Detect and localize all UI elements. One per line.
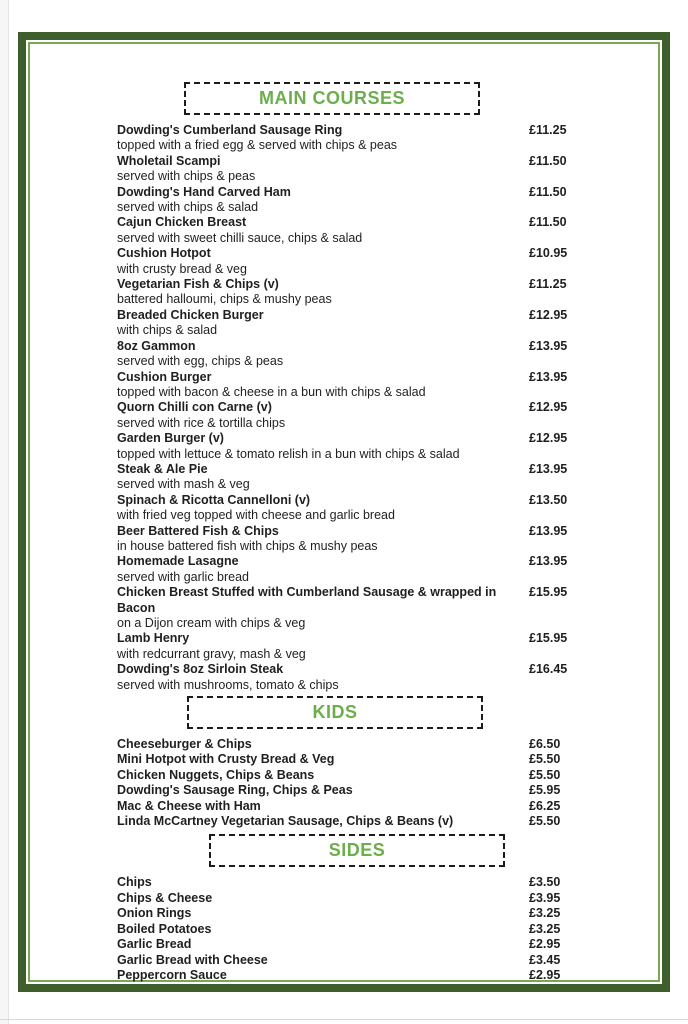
item-price: £12.95 [529, 431, 568, 446]
menu-page-inner-frame [28, 42, 660, 982]
item-description: topped with lettuce & tomato relish in a bun with chips & salad [117, 446, 460, 461]
section-title: SIDES [328, 840, 386, 861]
item-price: £5.95 [529, 783, 561, 798]
item-price: £10.95 [529, 246, 568, 261]
item-price: £11.25 [529, 277, 567, 292]
item-description: served with garlic bread [117, 569, 250, 584]
item-price: £11.50 [529, 153, 567, 168]
menu-item [117, 246, 638, 277]
item-name: Dowding's 8oz Sirloin Steak [117, 662, 284, 677]
menu-item [117, 185, 638, 216]
menu-page-frame [18, 32, 670, 992]
section-header-sides [209, 834, 505, 867]
item-price: £15.95 [529, 585, 568, 600]
item-name: Dowding's Hand Carved Ham [117, 184, 291, 199]
item-price: £3.25 [529, 921, 561, 936]
item-description: served with mushrooms, tomato & chips [117, 677, 339, 692]
item-name: Cushion Hotpot [117, 246, 211, 261]
item-name: Linda McCartney Vegetarian Sausage, Chips & Beans (v) [117, 814, 454, 829]
item-price: £11.50 [529, 215, 567, 230]
item-name: Mini Hotpot with Crusty Bread & Veg [117, 752, 335, 767]
item-price: £13.95 [529, 338, 568, 353]
item-price: £3.50 [529, 875, 561, 890]
item-price: £13.95 [529, 369, 568, 384]
section-title: KIDS [312, 701, 358, 722]
menu-item [117, 737, 638, 752]
item-name: Homemade Lasagne [117, 554, 239, 569]
item-price: £6.25 [529, 798, 561, 813]
item-description: served with chips & peas [117, 169, 256, 184]
sides-list [117, 875, 638, 983]
menu-item [117, 123, 638, 154]
menu-item [117, 922, 638, 937]
section-title: MAIN COURSES [258, 87, 405, 108]
item-price: £11.50 [529, 184, 567, 199]
item-name: Garlic Bread with Cheese [117, 952, 268, 967]
menu-item [117, 906, 638, 921]
menu-item [117, 524, 638, 555]
item-description: topped with bacon & cheese in a bun with chips & salad [117, 384, 426, 399]
item-name: Vegetarian Fish & Chips (v) [117, 277, 279, 292]
menu-content [32, 46, 656, 982]
item-description: topped with a fried egg & served with chips & peas [117, 138, 398, 153]
item-price: £6.50 [529, 737, 561, 752]
item-name: Quorn Chilli con Carne (v) [117, 400, 272, 415]
item-name: Wholetail Scampi [117, 153, 221, 168]
item-description: served with chips & salad [117, 200, 259, 215]
menu-item [117, 277, 638, 308]
menu-item [117, 154, 638, 185]
item-price: £3.45 [529, 952, 561, 967]
section-header-main-courses [184, 82, 480, 115]
item-price: £15.95 [529, 631, 568, 646]
section-header-kids [187, 696, 483, 729]
item-description: with chips & salad [117, 323, 218, 338]
menu-item [117, 400, 638, 431]
item-price: £5.50 [529, 752, 561, 767]
item-name: Cheeseburger & Chips [117, 737, 252, 752]
menu-item [117, 308, 638, 339]
menu-item [117, 431, 638, 462]
item-name: Peppercorn Sauce [117, 967, 227, 982]
item-price: £13.50 [529, 492, 568, 507]
item-name: Onion Rings [117, 906, 192, 921]
main-courses-list [117, 123, 638, 693]
item-price: £2.95 [529, 967, 561, 982]
menu-item [117, 631, 638, 662]
item-name: Spinach & Ricotta Cannelloni (v) [117, 492, 311, 507]
item-price: £16.45 [529, 662, 568, 677]
item-description: served with mash & veg [117, 477, 250, 492]
item-description: in house battered fish with chips & mushy peas [117, 538, 378, 553]
item-price: £3.25 [529, 906, 561, 921]
item-name: Beer Battered Fish & Chips [117, 523, 279, 538]
item-name: Boiled Potatoes [117, 921, 212, 936]
item-name: Chips [117, 875, 152, 890]
scan-edge-left [0, 0, 9, 1024]
item-description: battered halloumi, chips & mushy peas [117, 292, 332, 307]
item-description: served with rice & tortilla chips [117, 415, 286, 430]
item-name: Breaded Chicken Burger [117, 307, 264, 322]
menu-item [117, 752, 638, 767]
menu-item [117, 215, 638, 246]
menu-item [117, 493, 638, 524]
menu-item [117, 937, 638, 952]
item-price: £13.95 [529, 523, 568, 538]
item-price: £2.95 [529, 937, 561, 952]
item-name: Chicken Nuggets, Chips & Beans [117, 767, 315, 782]
item-price: £13.95 [529, 554, 568, 569]
item-price: £5.50 [529, 814, 561, 829]
scan-edge-bottom [0, 1019, 688, 1020]
menu-item [117, 875, 638, 890]
menu-item [117, 783, 638, 798]
item-name: Cushion Burger [117, 369, 212, 384]
menu-item [117, 799, 638, 814]
item-description: with redcurrant gravy, mash & veg [117, 646, 306, 661]
item-price: £11.25 [529, 123, 567, 137]
item-description: served with sweet chilli sauce, chips & salad [117, 230, 363, 245]
item-description: with fried veg topped with cheese and garlic bread [117, 508, 395, 523]
item-name: Garlic Bread [117, 937, 192, 952]
menu-item [117, 339, 638, 370]
item-price: £5.50 [529, 767, 561, 782]
menu-item [117, 462, 638, 493]
item-price: £13.95 [529, 461, 568, 476]
item-description: with crusty bread & veg [117, 261, 247, 276]
menu-item [117, 968, 638, 983]
item-name: Garden Burger (v) [117, 431, 224, 446]
menu-item [117, 370, 638, 401]
item-name: Chicken Breast Stuffed with Cumberland Sausage & wrapped in Bacon [117, 585, 497, 615]
menu-item [117, 768, 638, 783]
item-name: Dowding's Sausage Ring, Chips & Peas [117, 783, 353, 798]
item-price: £12.95 [529, 400, 568, 415]
menu-item [117, 662, 638, 693]
item-name: Mac & Cheese with Ham [117, 798, 261, 813]
menu-item [117, 814, 638, 829]
item-price: £3.95 [529, 890, 561, 905]
menu-item [117, 554, 638, 585]
item-name: Steak & Ale Pie [117, 461, 208, 476]
kids-list [117, 737, 638, 829]
item-description: on a Dijon cream with chips & veg [117, 616, 306, 630]
item-name: 8oz Gammon [117, 338, 196, 353]
item-name: Lamb Henry [117, 631, 190, 646]
item-price: £12.95 [529, 307, 568, 322]
menu-item [117, 585, 638, 631]
item-name: Chips & Cheese [117, 890, 213, 905]
item-description: served with egg, chips & peas [117, 354, 284, 369]
item-name: Cajun Chicken Breast [117, 215, 247, 230]
menu-item [117, 953, 638, 968]
menu-item [117, 891, 638, 906]
item-name: Dowding's Cumberland Sausage Ring [117, 123, 343, 137]
